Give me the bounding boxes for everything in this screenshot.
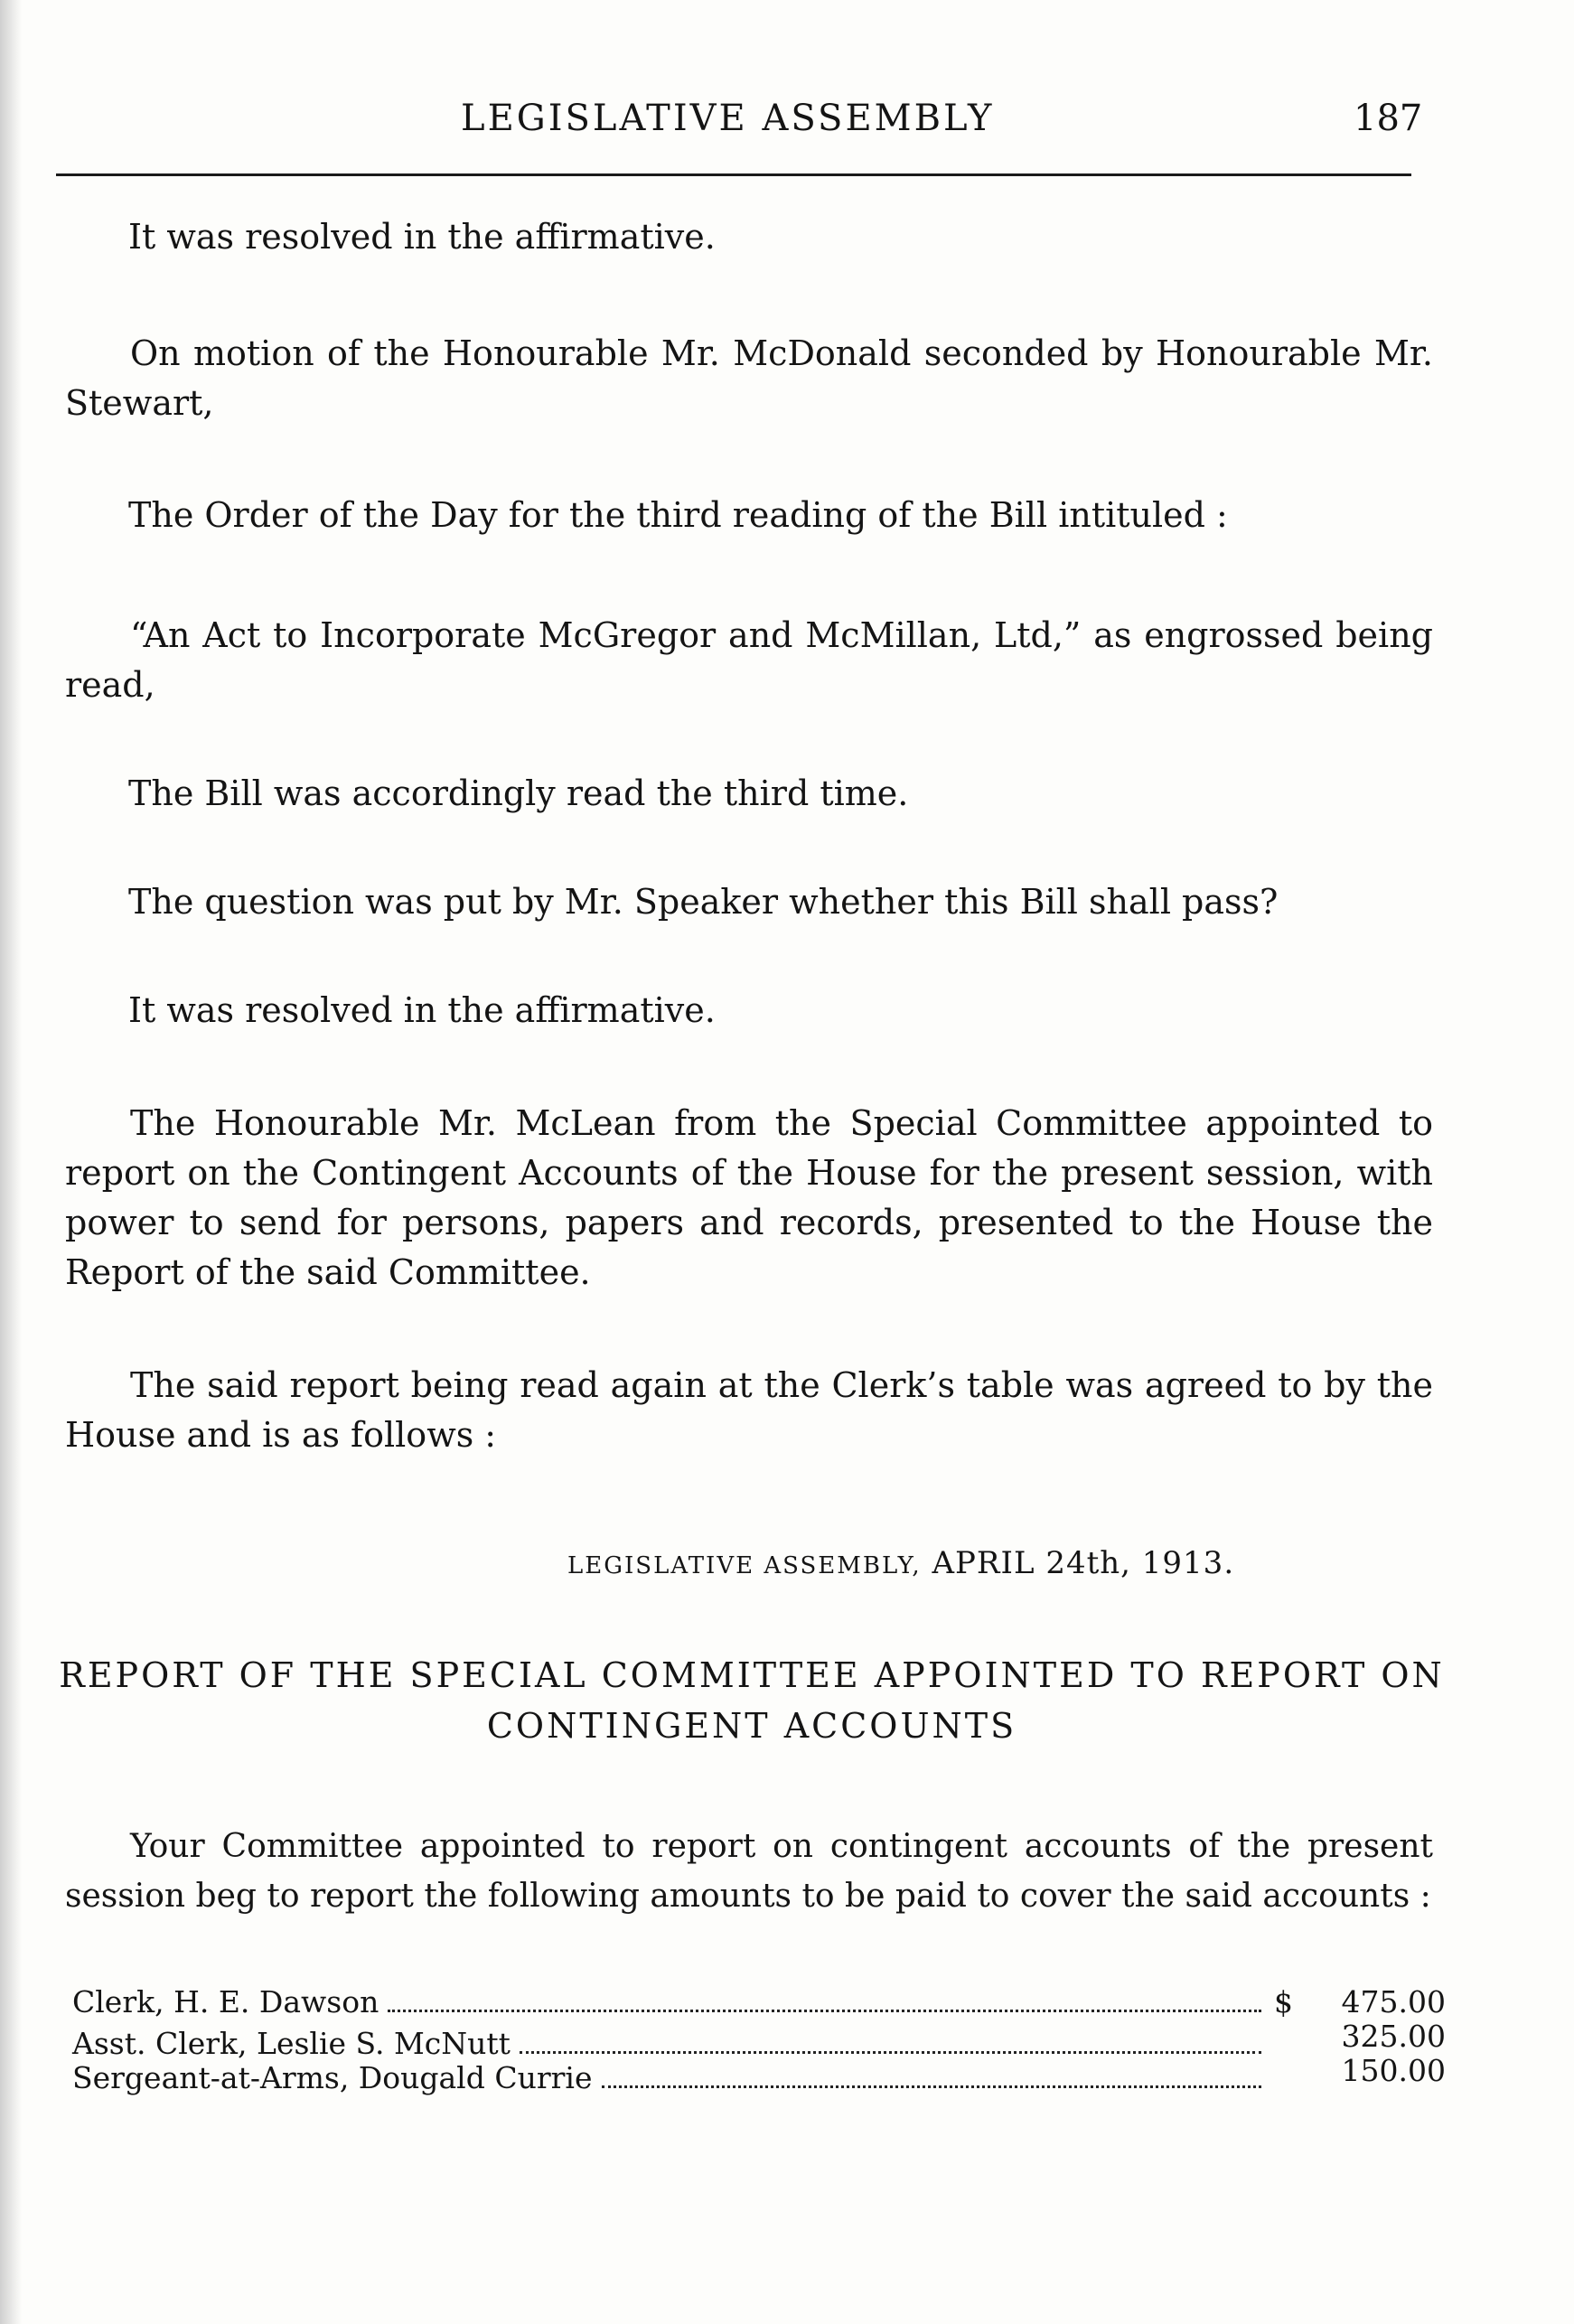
account-payee: Asst. Clerk, Leslie S. McNutt (72, 2026, 511, 2061)
account-amount-cell (1274, 2053, 1446, 2088)
account-currency (1274, 2053, 1299, 2088)
account-amount: 475.00 (1341, 1984, 1446, 2019)
account-amount-cell (1274, 2019, 1446, 2054)
page-edge-shadow (0, 0, 22, 2324)
account-currency (1274, 2019, 1299, 2054)
running-header: LEGISLATIVE ASSEMBLY (461, 98, 995, 139)
report-intro: Your Committee appointed to report on contingent accounts of the present session beg to report the following amounts to be paid to cover the said accounts : (65, 1828, 1433, 1915)
dot-leader (602, 2085, 1262, 2088)
dateline-date: APRIL 24th, 1913. (932, 1545, 1235, 1581)
paragraph-bill-title: “An Act to Incorporate McGregor and McMillan, Ltd,” as engrossed being read, (65, 615, 1433, 705)
accounts-list (72, 1984, 1446, 2095)
paragraph-question: The question was put by Mr. Speaker whether this Bill shall pass? (128, 882, 1279, 922)
paragraph-report-read: The said report being read again at the Clerk’s table was agreed to by the House and is as follows : (65, 1365, 1433, 1455)
report-title: REPORT OF THE SPECIAL COMMITTEE APPOINTED TO REPORT ON CONTINGENT ACCOUNTS (59, 1655, 1445, 1746)
account-amount-cell (1274, 1984, 1446, 2019)
dateline-organization: LEGISLATIVE ASSEMBLY, (567, 1552, 922, 1579)
report-dateline (567, 1545, 1234, 1581)
account-row (72, 2019, 1446, 2061)
page-number: 187 (1354, 98, 1423, 139)
paragraph-resolved-2: It was resolved in the affirmative. (128, 990, 716, 1030)
paragraph-motion: On motion of the Honourable Mr. McDonald seconded by Honourable Mr. Stewart, (65, 333, 1433, 423)
account-payee: Sergeant-at-Arms, Dougald Currie (72, 2060, 593, 2095)
paragraph-resolved-1: It was resolved in the affirmative. (128, 217, 716, 257)
account-currency: $ (1274, 1984, 1293, 2019)
paragraph-committee-report: The Honourable Mr. McLean from the Special Committee appointed to report on the Contingent Accounts of the House for the present session, with power to send for persons, papers and records, presented to the House the Report of the said Committee. (65, 1103, 1433, 1292)
dot-leader (520, 2051, 1261, 2054)
dot-leader (388, 2010, 1261, 2012)
paragraph-third-reading: The Bill was accordingly read the third time. (128, 773, 909, 813)
account-payee: Clerk, H. E. Dawson (72, 1984, 379, 2019)
paragraph-order-of-day: The Order of the Day for the third reading of the Bill intituled : (128, 495, 1228, 535)
account-row (72, 1984, 1446, 2019)
account-amount: 325.00 (1341, 2019, 1446, 2054)
account-amount: 150.00 (1341, 2053, 1446, 2088)
header-rule (56, 173, 1411, 176)
